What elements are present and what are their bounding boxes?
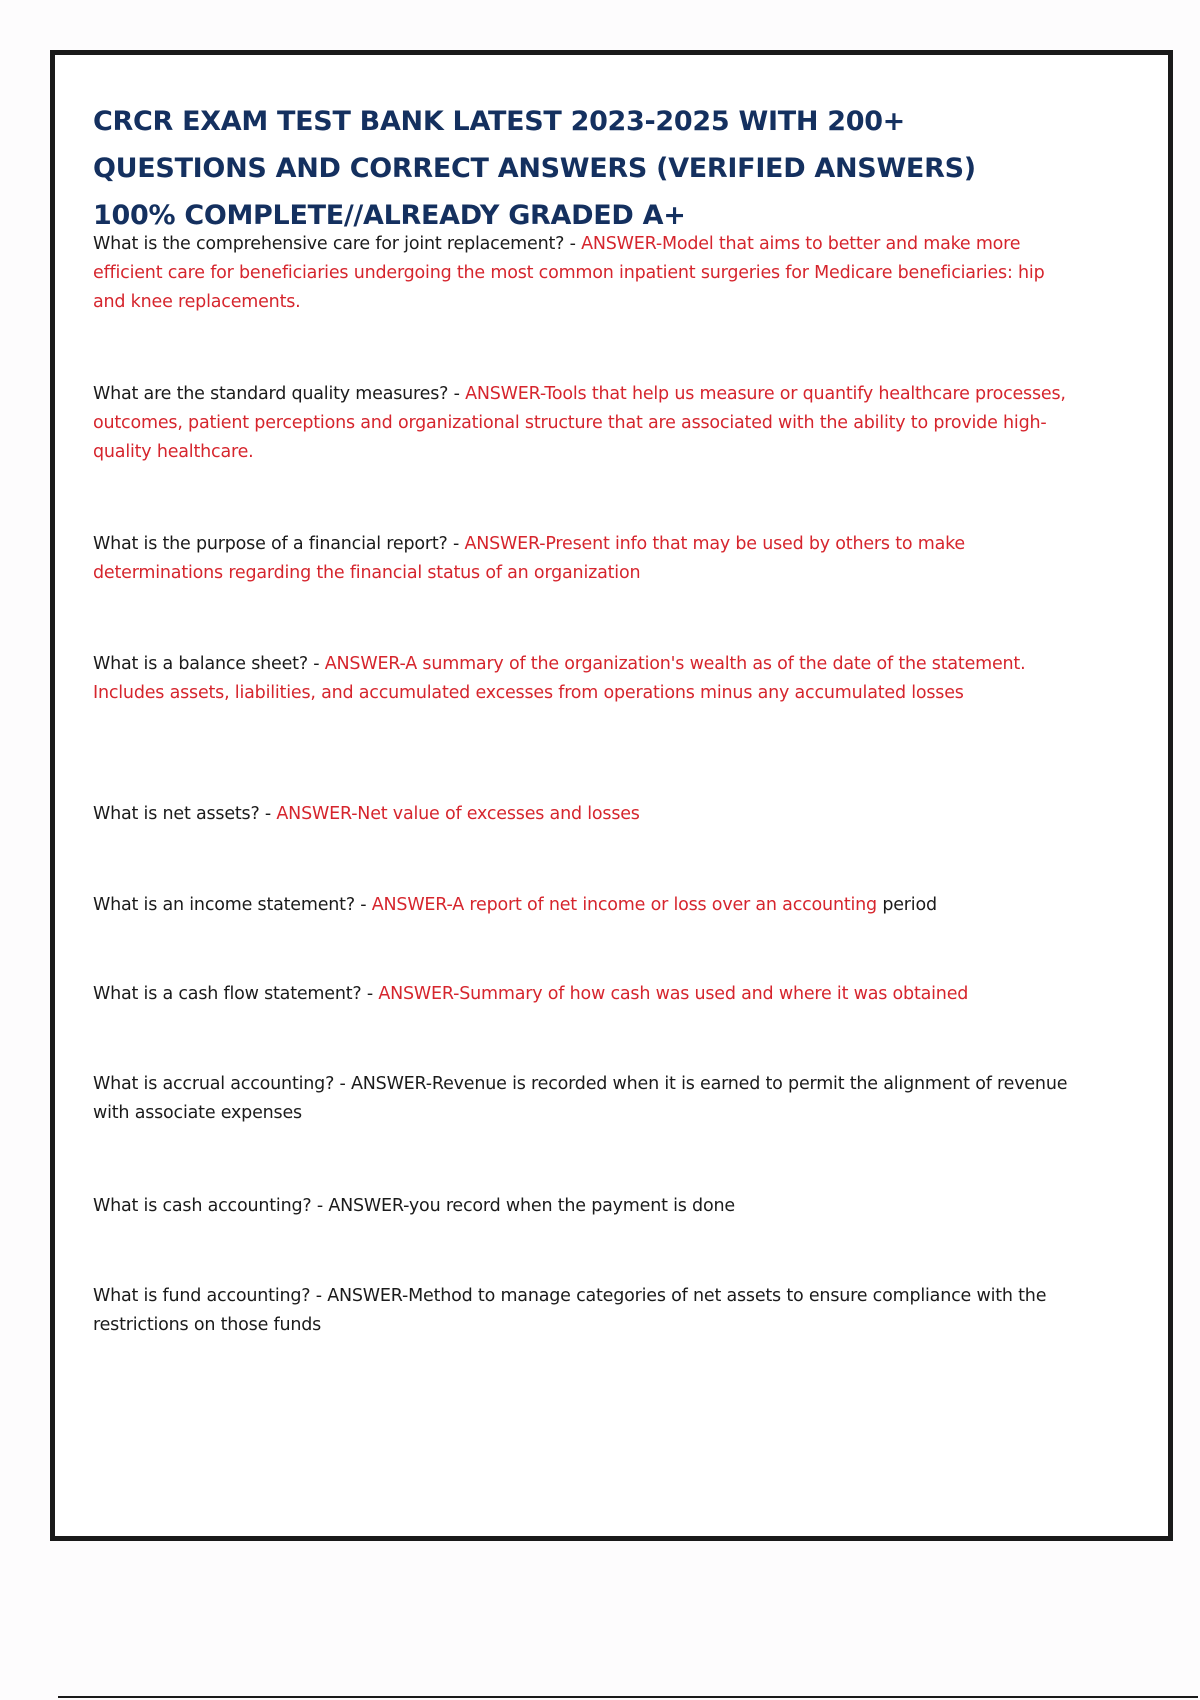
- qa-item: [93, 1070, 1073, 1128]
- question-text: What is cash accounting? -: [93, 1196, 329, 1216]
- qa-item: [93, 891, 1073, 920]
- answer-text: ANSWER-Tools that help us measure or quantify healthcare processes, outcomes, patient perceptions and organizational structure that are associated with the ability to provide high-quality healthcare.: [93, 384, 1066, 462]
- question-text: What is a balance sheet? -: [93, 654, 325, 674]
- question-text: What is an income statement? -: [93, 895, 372, 915]
- answer-text: ANSWER-you record when the payment is done: [328, 1196, 735, 1216]
- answer-text: ANSWER-Summary of how cash was used and where it was obtained: [378, 984, 969, 1004]
- answer-text: ANSWER-Revenue is recorded when it is earned to permit the alignment of revenue with associate expenses: [93, 1074, 1068, 1123]
- bottom-divider: [58, 1696, 1198, 1698]
- answer-text: ANSWER-Net value of excesses and losses: [276, 804, 640, 824]
- answer-text: ANSWER-Present info that may be used by others to make determinations regarding the financial status of an organization: [93, 534, 965, 583]
- answer-suffix: period: [876, 895, 937, 915]
- answer-text: ANSWER-A summary of the organization's wealth as of the date of the statement. Includes assets, liabilities, and accumulated excesses from operations minus any accumulated losses: [93, 654, 1026, 703]
- answer-text: ANSWER-Model that aims to better and make more efficient care for beneficiaries undergoing the most common inpatient surgeries for Medicare beneficiaries: hip and knee replacements.: [93, 234, 1045, 312]
- qa-item: [93, 1192, 1073, 1221]
- qa-item: [93, 530, 1073, 588]
- question-text: What is the purpose of a financial report? -: [93, 534, 465, 554]
- question-text: What is a cash flow statement? -: [93, 984, 379, 1004]
- question-text: What is the comprehensive care for joint replacement? -: [93, 234, 582, 254]
- qa-item: [93, 980, 1073, 1009]
- qa-item: [93, 650, 1073, 708]
- question-text: What is fund accounting? -: [93, 1286, 328, 1306]
- qa-item: [93, 380, 1073, 467]
- question-text: What is net assets? -: [93, 804, 277, 824]
- question-text: What are the standard quality measures? -: [93, 384, 466, 404]
- document-title: CRCR EXAM TEST BANK LATEST 2023-2025 WITH 200+ QUESTIONS AND CORRECT ANSWERS (VERIFIED ANSWERS) 100% COMPLETE//ALREADY GRADED A+: [93, 106, 976, 231]
- qa-item: [93, 230, 1073, 317]
- question-text: What is accrual accounting? -: [93, 1074, 351, 1094]
- qa-item: [93, 800, 1073, 829]
- answer-text: ANSWER-A report of net income or loss over an accounting: [371, 895, 877, 915]
- answer-text: ANSWER-Method to manage categories of net assets to ensure compliance with the restrictions on those funds: [93, 1286, 1047, 1335]
- qa-item: [93, 1282, 1073, 1340]
